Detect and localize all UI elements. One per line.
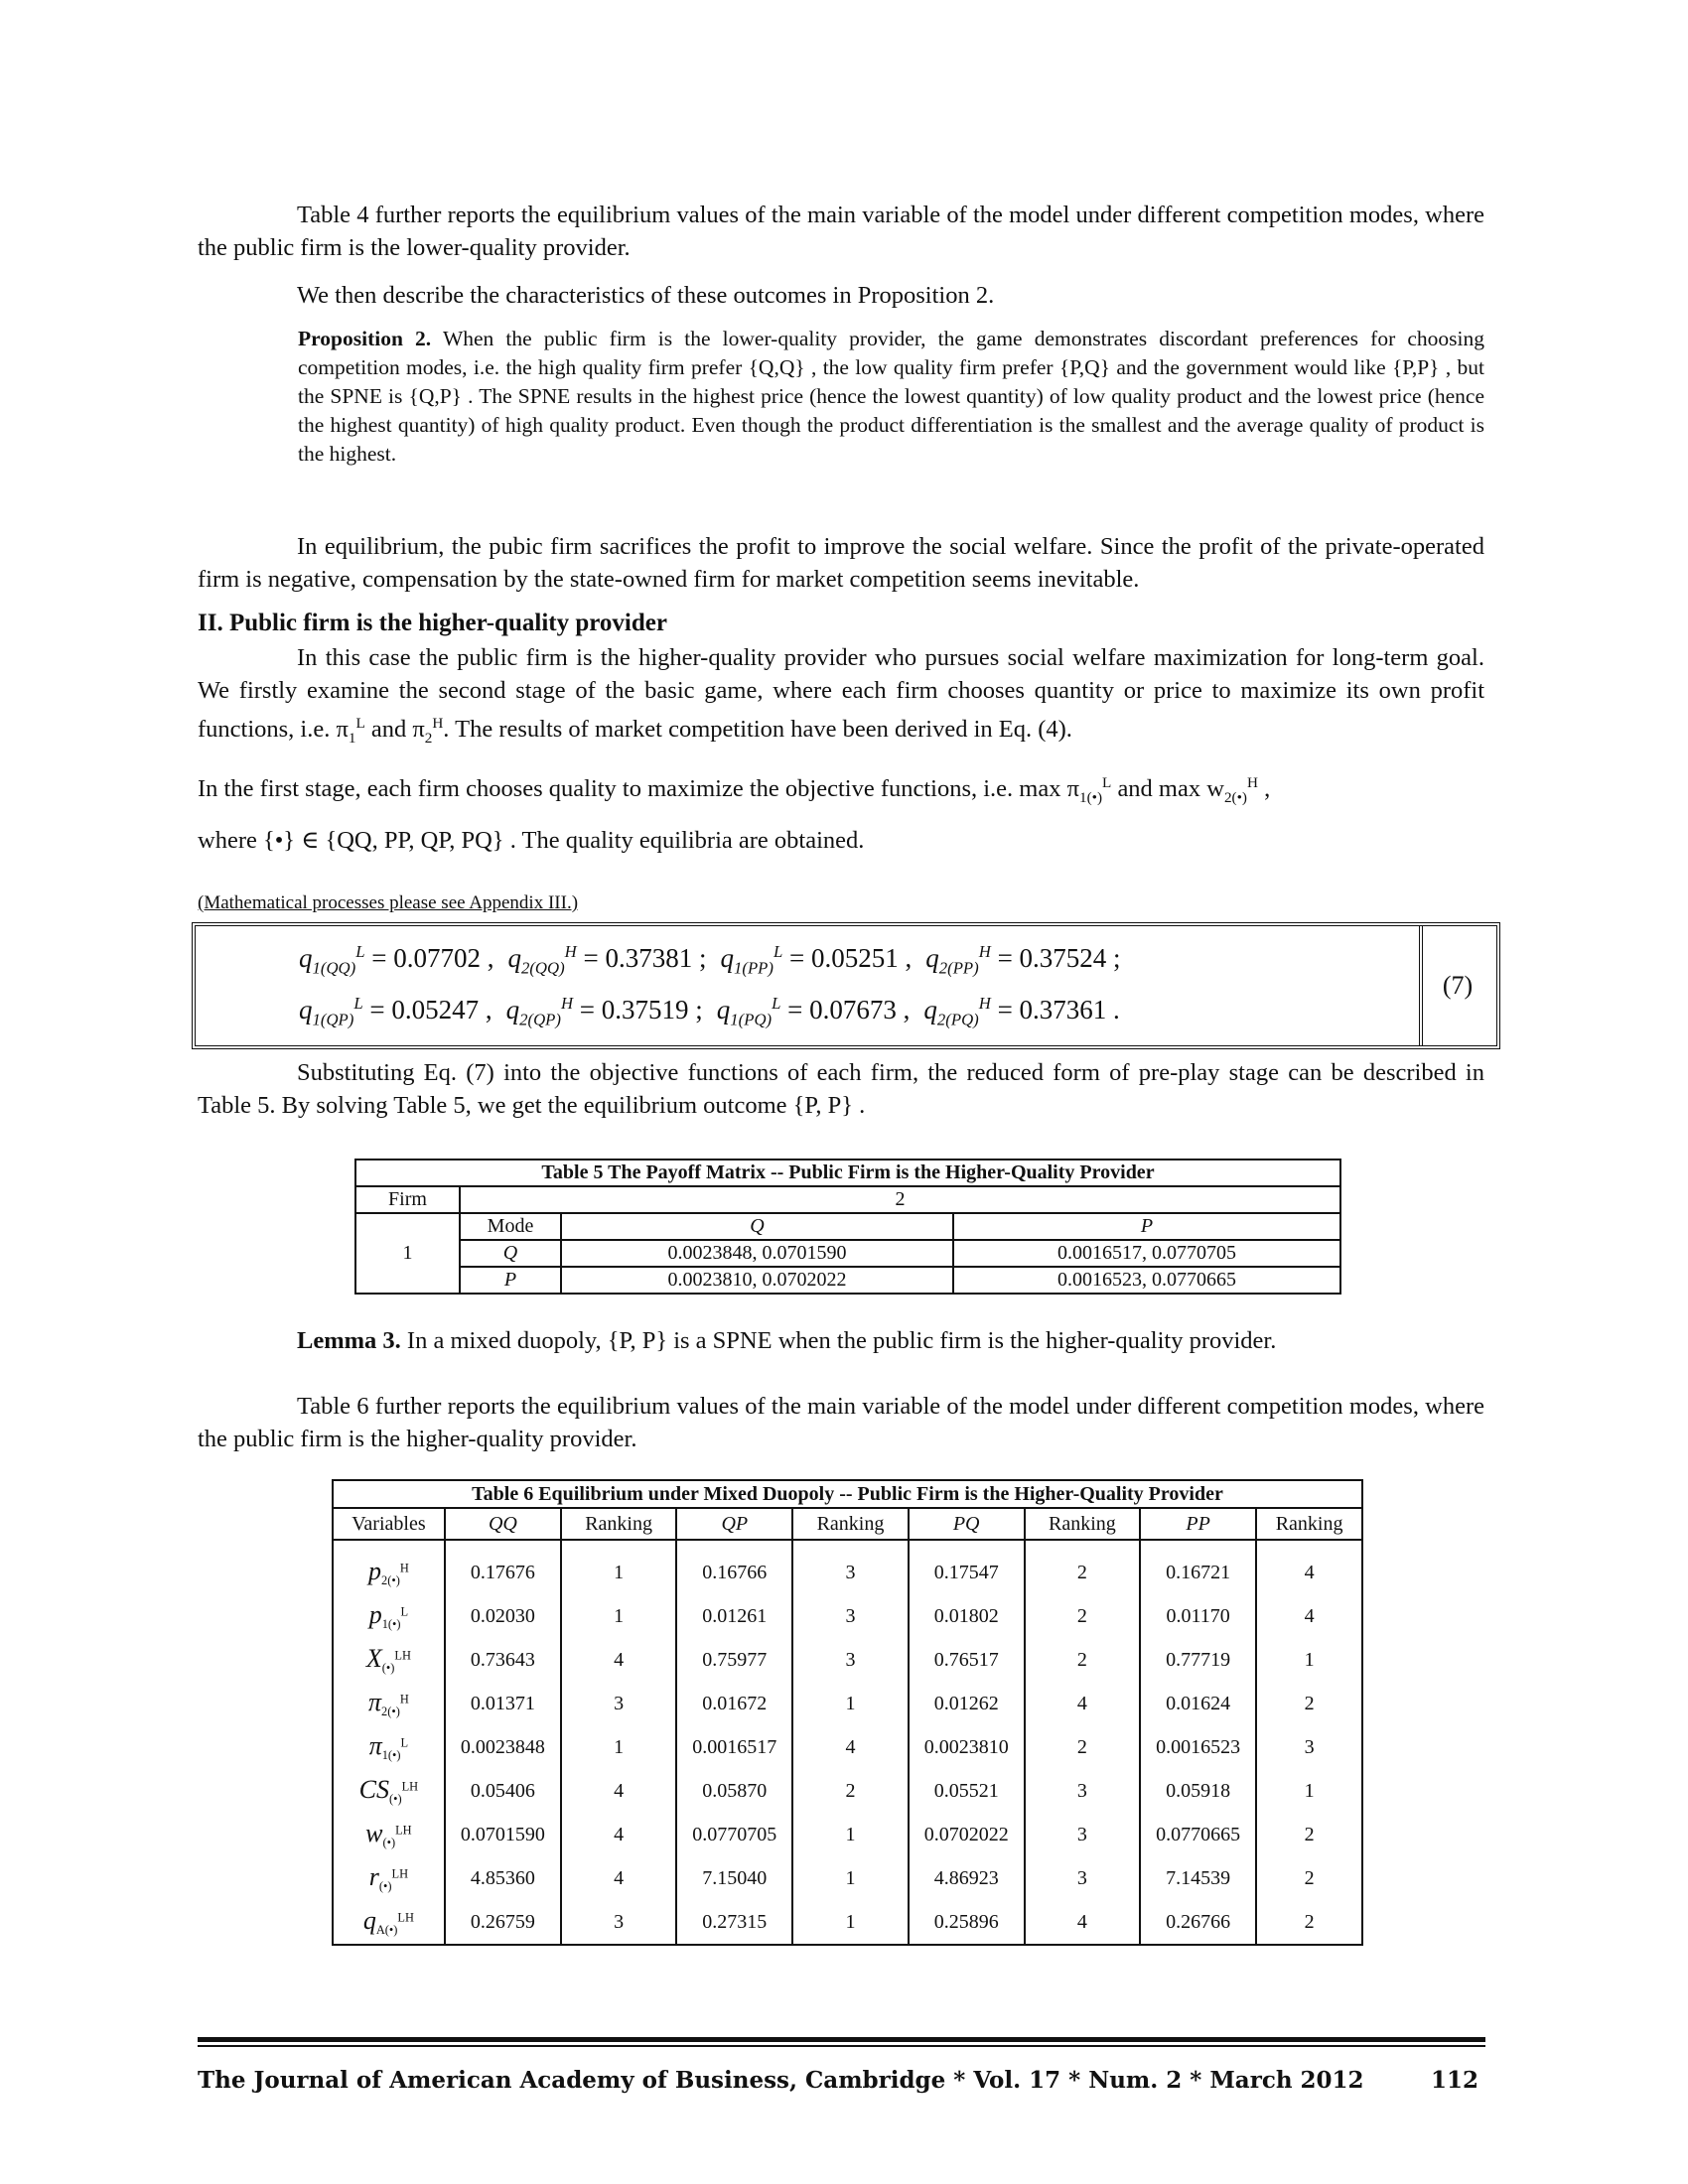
table6-cell: 0.01624 [1140,1682,1256,1725]
table6-row [333,1900,1362,1945]
table6-cell: 4.86923 [909,1856,1025,1900]
table6-cell: 0.01262 [909,1682,1025,1725]
page-number: 112 [1430,2067,1478,2094]
table6-cell: 2 [1025,1594,1140,1638]
table6-cell: 1 [561,1594,676,1638]
table6-cell: 0.05918 [1140,1769,1256,1813]
paragraph-equilibrium: In equilibrium, the pubic firm sacrifices the profit to improve the social welfare. Since the profit of the private-operated firm is negative, compensation by the state-owned firm for market competition seems inevitable. [198,533,1484,593]
table6-cell: 0.0016517 [676,1725,792,1769]
table6-cell: 4 [561,1638,676,1682]
table6-cell: 3 [1025,1856,1140,1900]
equation-term: $q_{2(PP)}^H = 0.37524$ ; [925,942,1121,978]
table6-cell: 1 [792,1682,908,1725]
table6-cell: 0.0770665 [1140,1813,1256,1856]
equation-term: $q_{1(PP)}^L = 0.05251$ , [720,942,913,978]
table6-variable: $r_{(•)}^{LH}$ [333,1856,445,1900]
table6-cell: 0.01672 [676,1682,792,1725]
table5-cell: 0.0023810, 0.0702022 [561,1267,953,1294]
table6-cell: 3 [561,1682,676,1725]
equation-term: $q_{1(QQ)}^L = 0.07702$ , [299,942,494,978]
table6-cell: 4 [1256,1594,1362,1638]
table6-cell: 0.16766 [676,1540,792,1594]
paragraph-where: where {•} ∈ {QQ, PP, QP, PQ} . The quality equilibria are obtained. [198,827,865,854]
table5-caption: Table 5 The Payoff Matrix -- Public Firm is the Higher-Quality Provider [355,1160,1340,1186]
paragraph-first-stage: In the first stage, each firm chooses quality to maximize the objective functions, i.e. $\max \pi_{1(•)}^L$ and $\max w_{2(•)}^H$ , [198,774,1271,807]
journal-name: The Journal of American Academy of Business, Cambridge * Vol. 17 * Num. 2 * March 2012 [198,2067,1364,2094]
table6-cell: 1 [1256,1769,1362,1813]
table6-cell: 0.01261 [676,1594,792,1638]
section-heading: II. Public firm is the higher-quality provider [198,610,667,636]
table6-header: Ranking [792,1508,908,1540]
table6-cell: 4 [1025,1900,1140,1945]
table6-variable: $X_{(•)}^{LH}$ [333,1638,445,1682]
table6-cell: 0.01371 [445,1682,561,1725]
table6-cell: 0.05521 [909,1769,1025,1813]
table6-cell: 4 [792,1725,908,1769]
equation-7-box [192,922,1500,1049]
paragraph-substituting: Substituting Eq. (7) into the objective functions of each firm, the reduced form of pre-play stage can be described in Table 5. By solving Table 5, we get the equilibrium outcome {P, P} . [198,1059,1484,1119]
table6-cell: 0.76517 [909,1638,1025,1682]
equation-term: $q_{1(QP)}^L = 0.05247$ , [299,994,492,1029]
table5-cell: 0.0016517, 0.0770705 [953,1240,1340,1267]
footer-rule [198,2037,1485,2042]
table6-cell: 1 [792,1813,908,1856]
table6-header: Ranking [1256,1508,1362,1540]
table6-cell: 2 [1256,1813,1362,1856]
table6-cell: 0.77719 [1140,1638,1256,1682]
table5-row [355,1267,1340,1294]
table5-mode-label: Mode [460,1213,561,1240]
table6-cell: 0.02030 [445,1594,561,1638]
table6-variable: $CS_{(•)}^{LH}$ [333,1769,445,1813]
table6-variable: $\pi_{2(•)}^H$ [333,1682,445,1725]
table6-cell: 0.17676 [445,1540,561,1594]
table6-cell: 3 [1025,1813,1140,1856]
table6-cell: 4 [561,1813,676,1856]
table6-cell: 0.01802 [909,1594,1025,1638]
table6-cell: 2 [1025,1638,1140,1682]
table6-cell: 3 [792,1594,908,1638]
table6-header: PP [1140,1508,1256,1540]
table5-firm2: 2 [460,1186,1340,1213]
table6-cell: 4.85360 [445,1856,561,1900]
table6-cell: 3 [1025,1769,1140,1813]
table6-header: QP [676,1508,792,1540]
appendix-note: (Mathematical processes please see Appendix III.) [198,892,579,913]
table-5 [354,1159,1341,1295]
table6-cell: 0.05406 [445,1769,561,1813]
table6-header: PQ [909,1508,1025,1540]
equation-body [196,926,1423,1045]
table6-caption: Table 6 Equilibrium under Mixed Duopoly -- Public Firm is the Higher-Quality Provider [333,1480,1362,1508]
table6-cell: 0.0701590 [445,1813,561,1856]
table6-cell: 0.0770705 [676,1813,792,1856]
table6-variable: $p_{1(•)}^L$ [333,1594,445,1638]
proposition-2 [298,325,1484,469]
table6-cell: 7.15040 [676,1856,792,1900]
table6-cell: 2 [1025,1540,1140,1594]
table6-cell: 7.14539 [1140,1856,1256,1900]
equation-line-2 [299,994,1134,1029]
equation-term: $q_{2(QP)}^H = 0.37519$ ; [505,994,703,1029]
equation-term: $q_{2(QQ)}^H = 0.37381$ ; [507,942,707,978]
table6-row [333,1725,1362,1769]
table6-cell: 0.26766 [1140,1900,1256,1945]
table6-header: Variables [333,1508,445,1540]
table6-cell: 0.27315 [676,1900,792,1945]
table6-cell: 1 [1256,1638,1362,1682]
table5-cell: 0.0016523, 0.0770665 [953,1267,1340,1294]
table6-cell: 4 [1256,1540,1362,1594]
table6-cell: 0.73643 [445,1638,561,1682]
table6-row [333,1769,1362,1813]
table6-cell: 1 [792,1900,908,1945]
paragraph-proposition-intro: We then describe the characteristics of these outcomes in Proposition 2. [297,282,995,309]
table6-cell: 4 [1025,1682,1140,1725]
table6-row [333,1682,1362,1725]
table6-cell: 2 [1256,1856,1362,1900]
paragraph-table4-intro: Table 4 further reports the equilibrium values of the main variable of the model under different competition modes, where the public firm is the lower-quality provider. [198,202,1484,261]
table5-firm1: 1 [355,1213,460,1294]
table5-cell: 0.0023848, 0.0701590 [561,1240,953,1267]
table6-cell: 1 [561,1725,676,1769]
table6-cell: 3 [792,1540,908,1594]
paragraph-table6-intro: Table 6 further reports the equilibrium values of the main variable of the model under different competition modes, where the public firm is the higher-quality provider. [198,1393,1484,1452]
table6-row [333,1813,1362,1856]
table6-variable: $w_{(•)}^{LH}$ [333,1813,445,1856]
equation-term: $q_{1(PQ)}^L = 0.07673$ , [716,994,911,1029]
table6-cell: 3 [1256,1725,1362,1769]
table6-header: Ranking [1025,1508,1140,1540]
table6-cell: 3 [792,1638,908,1682]
table5-mode: P [460,1267,561,1294]
table5-col-p: P [953,1213,1340,1240]
table6-variable: $p_{2(•)}^H$ [333,1540,445,1594]
table6-cell: 2 [1256,1900,1362,1945]
table5-mode: Q [460,1240,561,1267]
table5-firm-label: Firm [355,1186,460,1213]
proposition-text: When the public firm is the lower-quality provider, the game demonstrates discordant preferences for choosing competition modes, i.e. the high quality firm prefer {Q,Q} , the low quality firm prefer {P,Q} and the government would like {P,P} , but the SPNE is {Q,P} . The SPNE results in the highest price (hence the lowest quantity) of low quality product and the lowest price (hence the highest quantity) of high quality product. Even though the product differentiation is the smallest and the average quality of product is the highest. [298,327,1484,466]
table6-cell: 0.05870 [676,1769,792,1813]
table6-row [333,1856,1362,1900]
equation-line-1 [299,942,1135,978]
table6-cell: 0.25896 [909,1900,1025,1945]
lemma-3: Lemma 3. In a mixed duopoly, {P, P} is a SPNE when the public firm is the higher-quality provider. [297,1327,1277,1354]
table6-cell: 0.26759 [445,1900,561,1945]
table6-cell: 1 [561,1540,676,1594]
table6-cell: 4 [561,1856,676,1900]
table6-header: QQ [445,1508,561,1540]
table6-cell: 0.01170 [1140,1594,1256,1638]
table6-cell: 2 [1256,1682,1362,1725]
table6-row [333,1594,1362,1638]
table6-cell: 0.17547 [909,1540,1025,1594]
table6-row [333,1540,1362,1594]
table6-cell: 0.0702022 [909,1813,1025,1856]
page-footer [198,2067,1478,2094]
table6-cell: 1 [792,1856,908,1900]
table6-header: Ranking [561,1508,676,1540]
proposition-label: Proposition 2. [298,327,432,350]
table6-cell: 0.0016523 [1140,1725,1256,1769]
table6-cell: 0.75977 [676,1638,792,1682]
paragraph-higher-quality: In this case the public firm is the higher-quality provider who pursues social welfare maximization for long-term goal. We firstly examine the second stage of the basic game, where each firm chooses quantity or price to maximize its own profit functions, i.e. $\pi_1^L$ and $\pi_2^H$. The results of market competition have been derived in Eq. (4). [198,644,1484,748]
table6-cell: 0.0023848 [445,1725,561,1769]
table5-row [355,1240,1340,1267]
table6-cell: 2 [1025,1725,1140,1769]
table6-variable: $\pi_{1(•)}^L$ [333,1725,445,1769]
footer-rule-thin [198,2045,1485,2047]
table-6 [332,1479,1363,1946]
table6-cell: 3 [561,1900,676,1945]
table6-variable: $q_{A(•)}^{LH}$ [333,1900,445,1945]
table6-cell: 2 [792,1769,908,1813]
table6-cell: 0.16721 [1140,1540,1256,1594]
table6-row [333,1638,1362,1682]
equation-term: $q_{2(PQ)}^H = 0.37361$ . [923,994,1120,1029]
equation-number: (7) [1442,971,1474,1000]
table5-col-q: Q [561,1213,953,1240]
table6-cell: 4 [561,1769,676,1813]
table6-cell: 0.0023810 [909,1725,1025,1769]
